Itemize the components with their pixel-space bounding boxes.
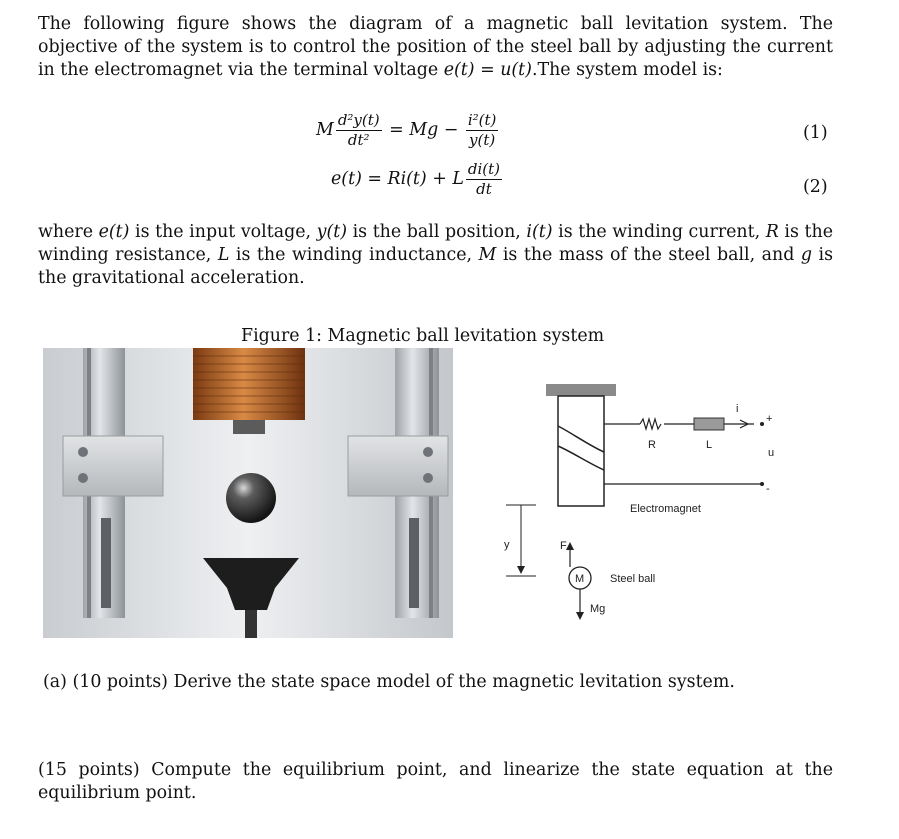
where-text-8: is the gravitational acceleration. [38, 245, 833, 288]
eq1-lhs-den: dt² [347, 131, 370, 149]
eq2-rhs-den: dt [476, 180, 492, 198]
label-Mg: Mg [590, 603, 606, 615]
where-var-g: g [800, 245, 812, 265]
eq2-rhs-fraction [466, 162, 502, 197]
label-electromagnet: Electromagnet [630, 503, 701, 515]
intro-math-1: e(t) = u(t) [443, 60, 532, 80]
where-text-6: is the winding inductance, [229, 245, 479, 265]
levitation-schematic [500, 372, 790, 632]
eq2-number: (2) [803, 177, 828, 197]
electromagnet-core [558, 396, 604, 506]
where-var-R: R [765, 222, 779, 242]
equation-1 [316, 113, 500, 148]
label-R: R [648, 439, 656, 451]
where-text-4: is the winding current, [552, 222, 766, 242]
figure-caption: Figure 1: Magnetic ball levitation system [241, 326, 605, 346]
eq2-lhs: e(t) = Ri(t) + L [331, 169, 464, 189]
where-var-y: y(t) [316, 222, 348, 242]
eq1-rhs-fraction [466, 113, 499, 148]
where-text-7: is the mass of the steel ball, and [496, 245, 801, 265]
resistor-symbol [640, 419, 661, 429]
where-var-i: i(t) [526, 222, 553, 242]
eq1-number: (1) [803, 123, 828, 143]
where-text-3: is the ball position, [347, 222, 527, 242]
label-plus: + [766, 413, 773, 425]
intro-paragraph [38, 13, 833, 82]
where-var-M: M [478, 245, 497, 265]
where-var-L: L [217, 245, 230, 265]
label-minus: - [766, 483, 770, 495]
eq1-lhs-coef: M [316, 120, 334, 140]
equation-2 [331, 162, 504, 197]
eq2-rhs-num: di(t) [467, 160, 501, 178]
where-text-1: where [38, 222, 99, 242]
label-L: L [706, 439, 713, 451]
label-steel-ball: Steel ball [610, 573, 656, 585]
where-var-e: e(t) [98, 222, 130, 242]
intro-text-2: .The system model is: [531, 60, 723, 80]
eq1-lhs-num: d²y(t) [337, 111, 380, 129]
label-i: i [736, 403, 739, 415]
eq1-rhs-den: y(t) [469, 131, 496, 149]
eq1-lhs-fraction [336, 113, 382, 148]
levitation-photo [43, 348, 453, 638]
inductor-symbol [694, 418, 724, 430]
question-a: (a) (10 points) Derive the state space model of the magnetic levitation system. [43, 672, 735, 692]
label-y: y [504, 539, 510, 551]
question-b: (15 points) Compute the equilibrium point, and linearize the state equation at the equilibrium point. [38, 760, 833, 803]
where-text-2: is the input voltage, [129, 222, 317, 242]
intro-text-1: The following figure shows the diagram of a magnetic ball levitation system. The objective of the system is to control the position of the steel ball by adjusting the current in the electromagnet via the terminal voltage [38, 14, 833, 80]
label-u: u [768, 447, 775, 459]
where-paragraph [38, 221, 833, 290]
label-M: M [575, 573, 585, 585]
label-F: F [560, 540, 567, 552]
where-text-5: is the winding resistance, [38, 222, 833, 265]
eq1-rhs-num: i²(t) [467, 111, 497, 129]
eq1-middle: = Mg − [383, 120, 464, 140]
ceiling-mount [546, 384, 616, 396]
